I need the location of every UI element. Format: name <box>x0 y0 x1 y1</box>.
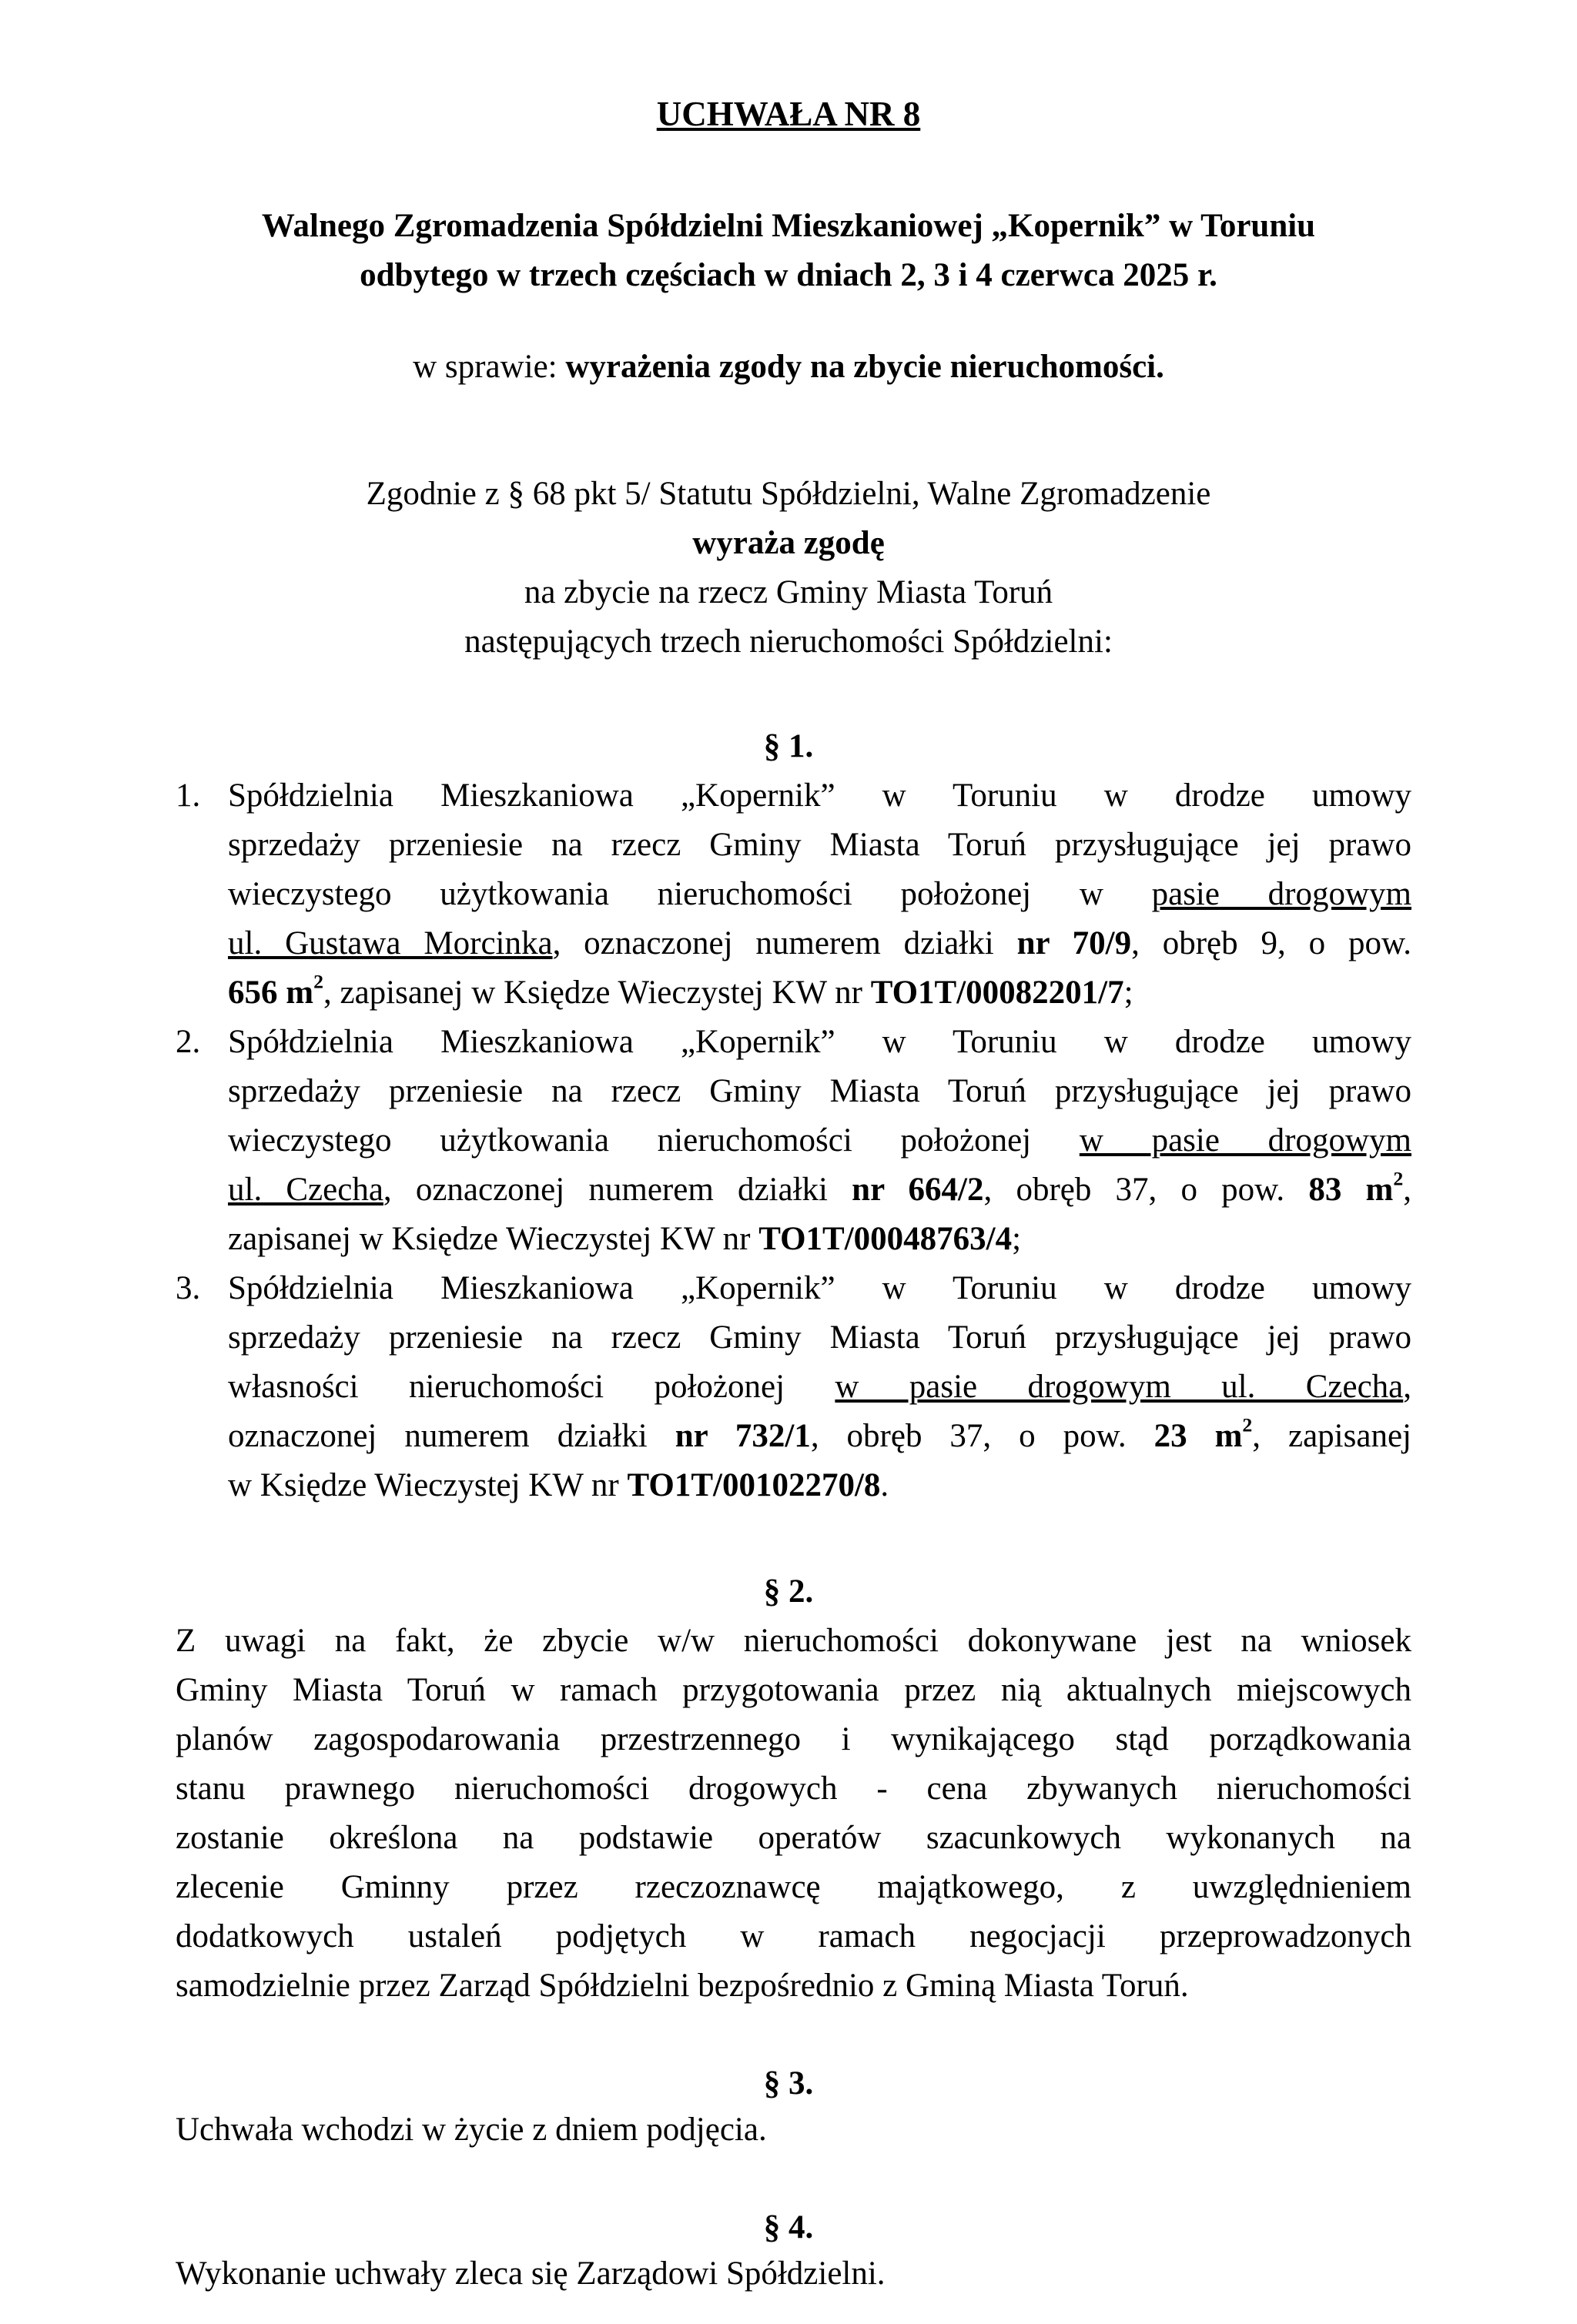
item-line: 656 $m^2$, zapisanej w Księdze Wieczystej KW nr TO1T/00082201/7; <box>228 970 1133 1011</box>
item-line: sprzedaży przeniesie na rzecz Gminy Miasta Toruń przysługujące jej prawo <box>228 827 1411 863</box>
paragraph-line: dodatkowych ustaleń podjętych w ramach negocjacji przeprowadzonych <box>176 1918 1411 1955</box>
subject-prefix: w sprawie: <box>413 349 566 385</box>
resolution-header <box>0 202 1577 300</box>
section-3-body: Uchwała wchodzi w życie z dniem podjęcia. <box>176 2112 767 2148</box>
section-4-body: Wykonanie uchwały zleca się Zarządowi Spółdzielni. <box>176 2255 886 2292</box>
item-line: Spółdzielnia Mieszkaniowa „Kopernik” w Toruniu w drodze umowy <box>228 1024 1411 1060</box>
intro-line-3: na zbycie na rzecz Gminy Miasta Toruń <box>524 574 1053 610</box>
item-line: ul. Gustawa Morcinka, oznaczonej numerem działki nr 70/9, obręb 9, o pow. <box>228 925 1411 961</box>
paragraph-line: samodzielnie przez Zarząd Spółdzielni bezpośrednio z Gminą Miasta Toruń. <box>176 1968 1189 2004</box>
section-2-heading: § 2. <box>763 1573 814 1610</box>
section-3-heading: § 3. <box>763 2065 814 2102</box>
item-line: ul. Czecha, oznaczonej numerem działki nr 664/2, obręb 37, o pow. 83 $m^2$, <box>228 1167 1411 1208</box>
section-1-heading: § 1. <box>763 728 814 764</box>
item-number: 3. <box>176 1270 201 1306</box>
item-line: Spółdzielnia Mieszkaniowa „Kopernik” w Toruniu w drodze umowy <box>228 777 1411 814</box>
item-line: wieczystego użytkowania nieruchomości położonej w pasie drogowym <box>228 1122 1411 1159</box>
item-line: sprzedaży przeniesie na rzecz Gminy Miasta Toruń przysługujące jej prawo <box>228 1319 1411 1356</box>
property-item-2 <box>176 1018 1411 1264</box>
item-line: w Księdze Wieczystej KW nr TO1T/00102270/8. <box>228 1467 889 1503</box>
section-2-body <box>176 1617 1411 2011</box>
resolution-subject <box>0 343 1577 392</box>
item-number: 1. <box>176 777 201 814</box>
resolution-title: UCHWAŁA NR 8 <box>656 95 921 133</box>
intro-block <box>0 470 1577 667</box>
header-line-1: Walnego Zgromadzenia Spółdzielni Mieszkaniowej „Kopernik” w Toruniu <box>261 208 1316 244</box>
section-4-heading: § 4. <box>763 2209 814 2245</box>
item-line: własności nieruchomości położonej w pasie drogowym ul. Czecha, <box>228 1369 1411 1405</box>
item-line: Spółdzielnia Mieszkaniowa „Kopernik” w Toruniu w drodze umowy <box>228 1270 1411 1306</box>
subject-text: wyrażenia zgody na zbycie nieruchomości. <box>565 349 1164 385</box>
paragraph-line: Z uwagi na fakt, że zbycie w/w nieruchomości dokonywane jest na wniosek <box>176 1623 1411 1659</box>
intro-line-2 <box>0 519 1577 568</box>
item-line: wieczystego użytkowania nieruchomości położonej w pasie drogowym <box>228 876 1412 912</box>
property-item-3 <box>176 1264 1411 1510</box>
paragraph-line: stanu prawnego nieruchomości drogowych - cena zbywanych nieruchomości <box>176 1771 1411 1807</box>
item-number: 2. <box>176 1024 201 1060</box>
paragraph-line: planów zagospodarowania przestrzennego i wynikającego stąd porządkowania <box>176 1721 1411 1757</box>
intro-line-4: następujących trzech nieruchomości Spółdzielni: <box>464 624 1113 660</box>
property-item-1 <box>176 771 1411 1018</box>
item-line: oznaczonej numerem działki nr 732/1, obręb 37, o pow. 23 $m^2$, zapisanej <box>228 1413 1411 1454</box>
paragraph-line: zlecenie Gminny przez rzeczoznawcę majątkowego, z uwzględnieniem <box>176 1869 1411 1905</box>
consent-phrase: wyraża zgodę <box>692 525 885 561</box>
paragraph-line: Gminy Miasta Toruń w ramach przygotowania przez nią aktualnych miejscowych <box>176 1672 1411 1708</box>
paragraph-line: zostanie określona na podstawie operatów szacunkowych wykonanych na <box>176 1820 1411 1856</box>
header-line-2: odbytego w trzech częściach w dniach 2, 3 i 4 czerwca 2025 r. <box>360 257 1217 293</box>
intro-line-1: Zgodnie z § 68 pkt 5/ Statutu Spółdzielni, Walne Zgromadzenie <box>366 476 1211 512</box>
item-line: sprzedaży przeniesie na rzecz Gminy Miasta Toruń przysługujące jej prawo <box>228 1073 1411 1109</box>
property-list <box>176 771 1411 1510</box>
item-line: zapisanej w Księdze Wieczystej KW nr TO1T/00048763/4; <box>228 1221 1022 1257</box>
